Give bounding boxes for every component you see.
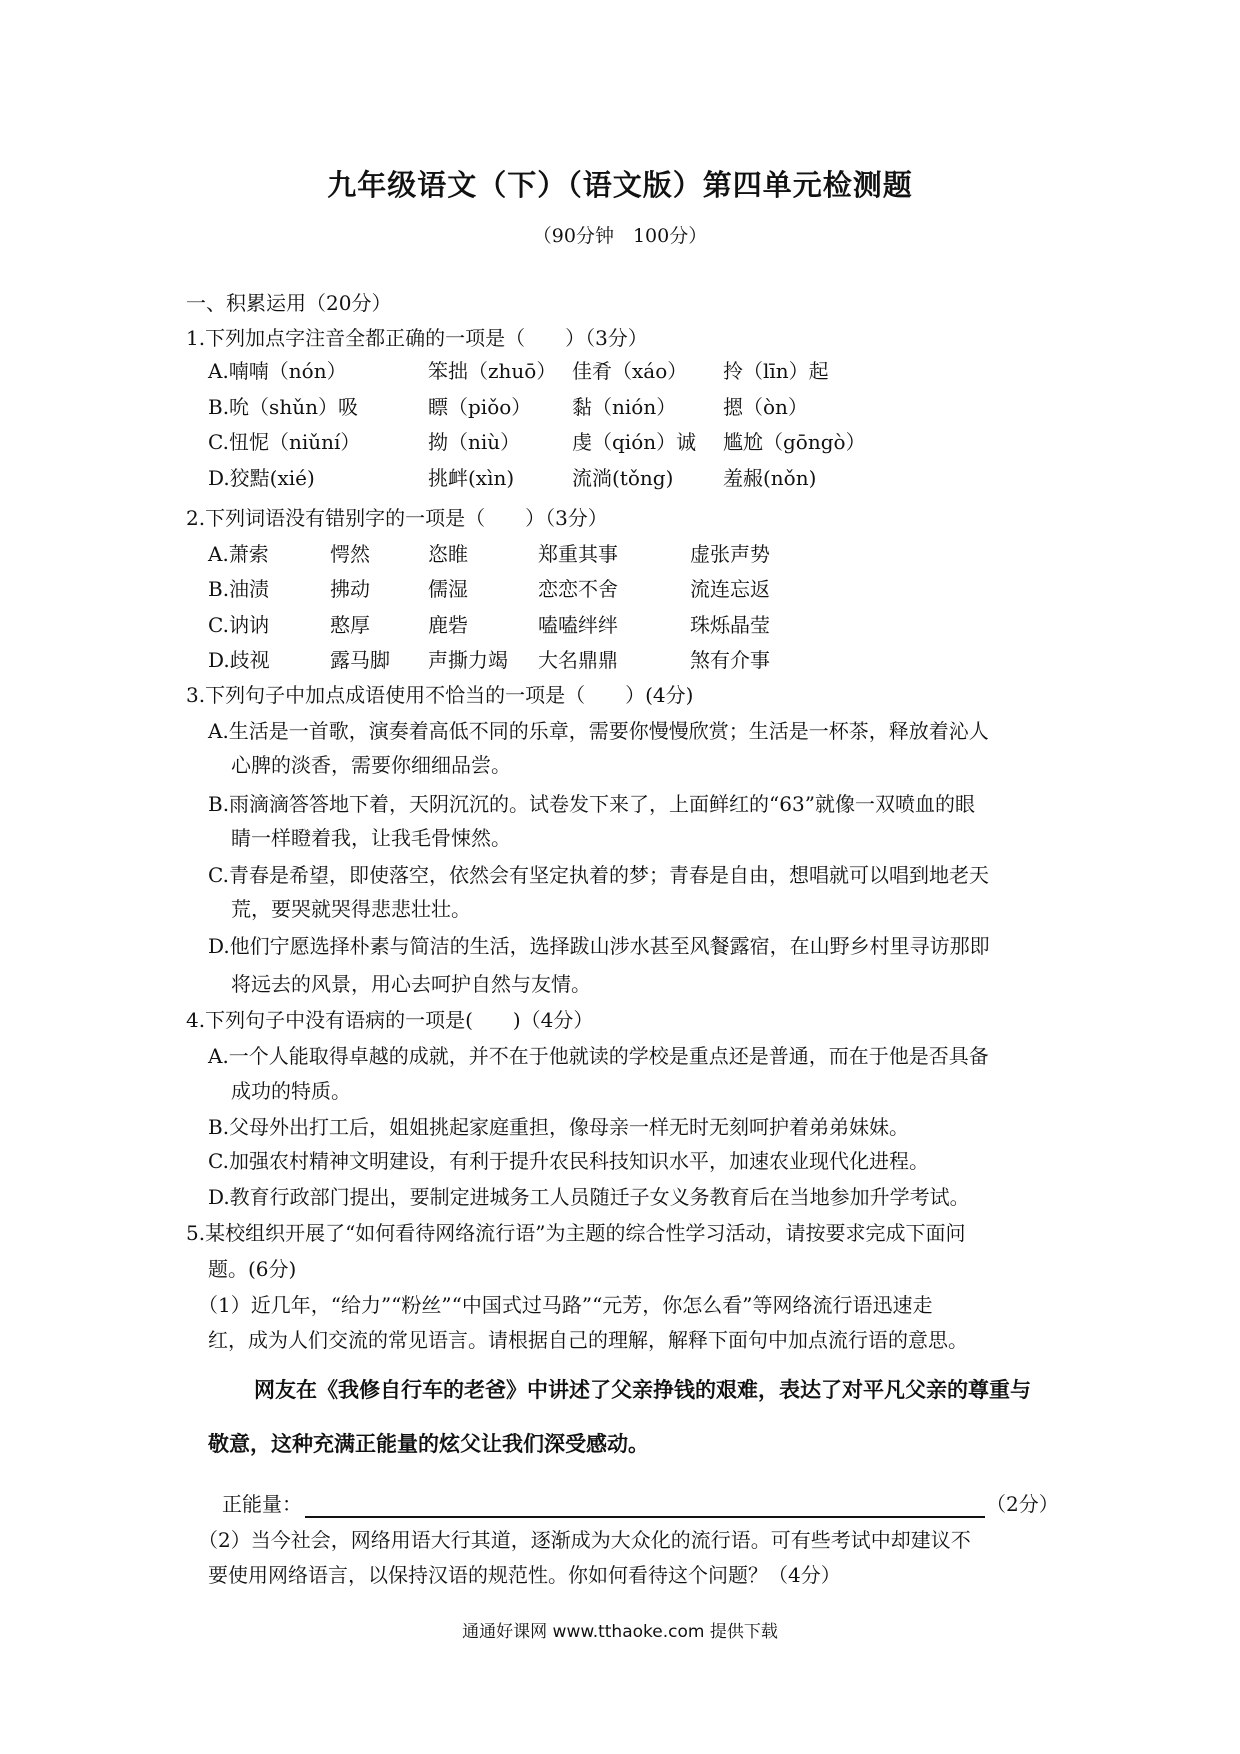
question-3-stem: 3.下列句子中加点成语使用不恰当的一项是（ ）(4分) — [186, 683, 694, 707]
q2-option: 露马脚 — [330, 648, 390, 672]
q5-part1: （1）近几年，“给力”“粉丝”“中国式过马路”“元芳，你怎么看”等网络流行语迅速走 — [198, 1293, 933, 1317]
page-title: 九年级语文（下）（语文版）第四单元检测题 — [327, 168, 913, 202]
q2-option: 拂动 — [330, 577, 370, 601]
q2-option: B.油渍 — [208, 577, 270, 601]
q2-option: D.歧视 — [208, 648, 270, 672]
q2-option: 鹿砦 — [428, 613, 468, 637]
q3-option-a: A.生活是一首歌，演奏着高低不同的乐章，需要你慢慢欣赏；生活是一杯茶，释放着沁人 — [208, 719, 989, 743]
q4-option-d: D.教育行政部门提出，要制定进城务工人员随迁子女义务教育后在当地参加升学考试。 — [208, 1185, 970, 1209]
q1-option: 虔（qión）诚 — [572, 430, 697, 454]
q1-option: 瞟（piǒo） — [428, 395, 532, 419]
q2-option: 儒湿 — [428, 577, 468, 601]
q1-option: A.喃喃（nón） — [208, 359, 347, 383]
q1-option: D.狡黠(xié) — [208, 466, 315, 490]
page-subtitle: （90分钟 100分） — [532, 225, 708, 247]
q2-option: 恣睢 — [428, 542, 468, 566]
q4-option-a-cont: 成功的特质。 — [231, 1079, 351, 1103]
q2-option: 珠烁晶莹 — [690, 613, 770, 637]
answer-blank[interactable] — [305, 1516, 985, 1518]
q1-option: 黏（nión） — [572, 395, 677, 419]
q2-option: C.讷讷 — [208, 613, 269, 637]
q2-option: A.萧索 — [208, 542, 269, 566]
q3-option-d: D.他们宁愿选择朴素与简洁的生活，选择跋山涉水甚至风餐露宿，在山野乡村里寻访那即 — [208, 934, 990, 958]
q1-option: 摁（òn） — [723, 395, 808, 419]
q5-part1-cont: 红，成为人们交流的常见语言。请根据自己的理解，解释下面句中加点流行语的意思。 — [208, 1328, 968, 1352]
q5-quote: 网友在《我修自行车的老爸》中讲述了父亲挣钱的艰难，表达了对平凡父亲的尊重与 — [254, 1378, 1031, 1402]
q1-option: 挑衅(xìn) — [428, 466, 515, 490]
q1-option: 拗（niù） — [428, 430, 521, 454]
question-4-stem: 4.下列句子中没有语病的一项是( )（4分） — [186, 1008, 594, 1032]
q2-option: 憨厚 — [330, 613, 370, 637]
q1-option: 佳肴（xáo） — [572, 359, 688, 383]
q5-part2: （2）当今社会，网络用语大行其道，逐渐成为大众化的流行语。可有些考试中却建议不 — [198, 1528, 971, 1552]
question-5-stem: 5.某校组织开展了“如何看待网络流行语”为主题的综合性学习活动，请按要求完成下面问 — [186, 1221, 966, 1245]
q3-option-b-cont: 睛一样瞪着我，让我毛骨悚然。 — [231, 826, 511, 850]
question-2-stem: 2.下列词语没有错别字的一项是（ ）（3分） — [186, 506, 608, 530]
q2-option: 郑重其事 — [538, 542, 618, 566]
page-footer: 通通好课网 www.tthaoke.com 提供下载 — [462, 1622, 778, 1642]
q4-option-a: A.一个人能取得卓越的成就，并不在于他就读的学校是重点还是普通，而在于他是否具备 — [208, 1044, 989, 1068]
q3-option-b: B.雨滴滴答答地下着，天阴沉沉的。试卷发下来了，上面鲜红的“63”就像一双喷血的眼 — [208, 792, 975, 816]
q2-option: 恋恋不舍 — [538, 577, 618, 601]
q3-option-c-cont: 荒，要哭就哭得悲悲壮壮。 — [231, 897, 471, 921]
q3-option-c: C.青春是希望，即使落空，依然会有坚定执着的梦；青春是自由，想唱就可以唱到地老天 — [208, 863, 989, 887]
question-1-stem: 1.下列加点字注音全都正确的一项是（ ）（3分） — [186, 326, 648, 350]
q2-option: 虚张声势 — [690, 542, 770, 566]
q1-option: B.吮（shǔn）吸 — [208, 395, 358, 419]
q1-option: 拎（līn）起 — [723, 359, 829, 383]
q2-option: 声撕力竭 — [428, 648, 508, 672]
q1-option: 笨拙（zhuō） — [428, 359, 557, 383]
q4-option-b: B.父母外出打工后，姐姐挑起家庭重担，像母亲一样无时无刻呵护着弟弟妹妹。 — [208, 1115, 910, 1139]
section-heading: 一、积累运用（20分） — [186, 291, 392, 315]
q1-option: 羞赧(nǒn) — [723, 466, 817, 490]
q1-option: 流淌(tǒng) — [572, 466, 674, 490]
q2-option: 流连忘返 — [690, 577, 770, 601]
q2-option: 大名鼎鼎 — [538, 648, 618, 672]
q4-option-c: C.加强农村精神文明建设，有利于提升农民科技知识水平，加速农业现代化进程。 — [208, 1149, 929, 1173]
q5-part2-cont: 要使用网络语言，以保持汉语的规范性。你如何看待这个问题？（4分） — [208, 1563, 841, 1587]
q3-option-a-cont: 心脾的淡香，需要你细细品尝。 — [231, 753, 511, 777]
answer-points: （2分） — [986, 1492, 1059, 1516]
q2-option: 愕然 — [330, 542, 370, 566]
question-5-stem-cont: 题。(6分) — [208, 1257, 297, 1281]
answer-label: 正能量： — [222, 1492, 302, 1516]
q2-option: 嗑嗑绊绊 — [538, 613, 618, 637]
q3-option-d-cont: 将远去的风景，用心去呵护自然与友情。 — [231, 972, 591, 996]
q1-option: C.忸怩（niǔní） — [208, 430, 361, 454]
q2-option: 煞有介事 — [690, 648, 770, 672]
q5-quote-cont: 敬意，这种充满正能量的炫父让我们深受感动。 — [208, 1432, 649, 1456]
q1-option: 尴尬（gōngò） — [723, 430, 866, 454]
